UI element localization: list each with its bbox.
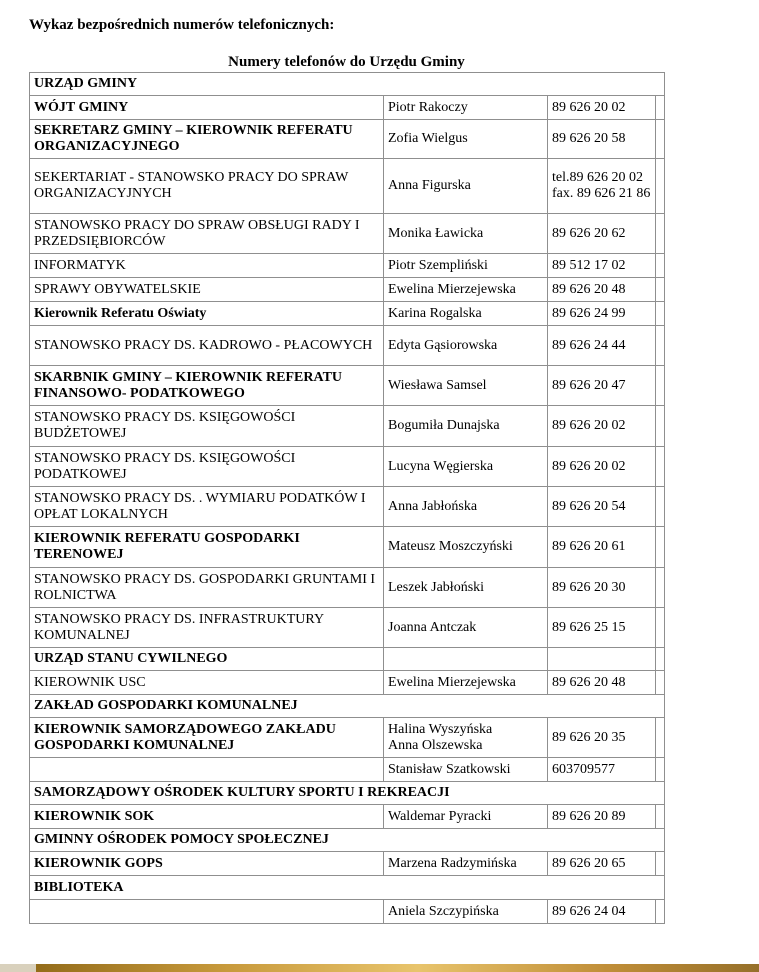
table-row [30, 120, 665, 159]
phone-cell: 89 626 20 48 [548, 671, 656, 695]
phone-cell: 89 626 20 47 [548, 366, 656, 406]
position-cell: STANOWSKO PRACY DS. . WYMIARU PODATKÓW I OPŁAT LOKALNYCH [30, 487, 384, 527]
table-row [30, 608, 665, 648]
table-title: Numery telefonów do Urzędu Gminy [228, 54, 465, 70]
spacer-cell [656, 254, 665, 278]
name-cell: Zofia Wielgus [384, 120, 548, 159]
position-cell: STANOWSKO PRACY DS. KADROWO - PŁACOWYCH [30, 326, 384, 366]
spacer-cell [656, 302, 665, 326]
name-cell [384, 648, 548, 671]
table-row [30, 671, 665, 695]
position-cell: SKARBNIK GMINY – KIEROWNIK REFERATU FINANSOWO- PODATKOWEGO [30, 366, 384, 406]
position-cell: SEKERTARIAT - STANOWSKO PRACY DO SPRAW ORGANIZACYJNYCH [30, 159, 384, 214]
phone-directory-table [29, 72, 665, 924]
name-cell: Joanna Antczak [384, 608, 548, 648]
phone-cell: 89 626 20 89 [548, 805, 656, 829]
table-row [30, 487, 665, 527]
phone-cell: 89 626 20 30 [548, 568, 656, 608]
position-cell: STANOWSKO PRACY DO SPRAW OBSŁUGI RADY I PRZEDSIĘBIORCÓW [30, 214, 384, 254]
name-cell: Piotr Szempliński [384, 254, 548, 278]
section-row [30, 782, 665, 805]
phone-cell: 89 626 20 02 [548, 96, 656, 120]
position-cell: SEKRETARZ GMINY – KIEROWNIK REFERATU ORGANIZACYJNEGO [30, 120, 384, 159]
position-cell: STANOWSKO PRACY DS. KSIĘGOWOŚCI PODATKOWEJ [30, 447, 384, 487]
phone-cell: 89 626 20 61 [548, 527, 656, 568]
spacer-cell [656, 852, 665, 876]
name-cell: Wiesława Samsel [384, 366, 548, 406]
table-row [30, 278, 665, 302]
position-cell: STANOWSKO PRACY DS. GOSPODARKI GRUNTAMI I ROLNICTWA [30, 568, 384, 608]
phone-cell: 89 626 20 02 [548, 406, 656, 447]
position-cell: WÓJT GMINY [30, 96, 384, 120]
section-title: BIBLIOTEKA [30, 876, 665, 900]
table-row [30, 527, 665, 568]
position-cell: SPRAWY OBYWATELSKIE [30, 278, 384, 302]
name-cell: Anna Figurska [384, 159, 548, 214]
name-cell: Aniela Szczypińska [384, 900, 548, 924]
spacer-cell [656, 406, 665, 447]
phone-cell: tel.89 626 20 02 fax. 89 626 21 86 [548, 159, 656, 214]
position-cell: URZĄD STANU CYWILNEGO [30, 648, 384, 671]
name-cell: Anna Jabłońska [384, 487, 548, 527]
table-row [30, 447, 665, 487]
section-row [30, 73, 665, 96]
phone-cell: 89 626 24 44 [548, 326, 656, 366]
position-cell: STANOWSKO PRACY DS. INFRASTRUKTURY KOMUNALNEJ [30, 608, 384, 648]
phone-cell: 89 626 20 62 [548, 214, 656, 254]
section-title: SAMORZĄDOWY OŚRODEK KULTURY SPORTU I REKREACJI [30, 782, 665, 805]
phone-cell [548, 648, 656, 671]
phone-cell: 89 626 25 15 [548, 608, 656, 648]
table-row [30, 302, 665, 326]
spacer-cell [656, 568, 665, 608]
section-row [30, 829, 665, 852]
position-cell: KIEROWNIK USC [30, 671, 384, 695]
name-cell: Karina Rogalska [384, 302, 548, 326]
table-row [30, 900, 665, 924]
phone-cell: 89 626 20 65 [548, 852, 656, 876]
table-row [30, 648, 665, 671]
section-row [30, 695, 665, 718]
spacer-cell [656, 447, 665, 487]
position-cell [30, 900, 384, 924]
spacer-cell [656, 120, 665, 159]
name-cell: Monika Ławicka [384, 214, 548, 254]
name-cell: Bogumiła Dunajska [384, 406, 548, 447]
spacer-cell [656, 718, 665, 758]
spacer-cell [656, 96, 665, 120]
position-cell [30, 758, 384, 782]
name-cell: Waldemar Pyracki [384, 805, 548, 829]
table-row [30, 326, 665, 366]
bottom-decorative-bar [0, 964, 759, 972]
spacer-cell [656, 527, 665, 568]
phone-cell: 89 626 20 02 [548, 447, 656, 487]
name-cell: Piotr Rakoczy [384, 96, 548, 120]
document-heading: Wykaz bezpośrednich numerów telefonicznych: [29, 17, 335, 33]
phone-cell: 89 626 20 54 [548, 487, 656, 527]
table-row [30, 568, 665, 608]
spacer-cell [656, 671, 665, 695]
spacer-cell [656, 326, 665, 366]
position-cell: KIEROWNIK SAMORZĄDOWEGO ZAKŁADU GOSPODARKI KOMUNALNEJ [30, 718, 384, 758]
position-cell: STANOWSKO PRACY DS. KSIĘGOWOŚCI BUDŻETOWEJ [30, 406, 384, 447]
section-title: ZAKŁAD GOSPODARKI KOMUNALNEJ [30, 695, 665, 718]
position-cell: INFORMATYK [30, 254, 384, 278]
phone-cell: 89 626 20 58 [548, 120, 656, 159]
table-row [30, 718, 665, 758]
table-row [30, 96, 665, 120]
spacer-cell [656, 366, 665, 406]
name-cell: Marzena Radzymińska [384, 852, 548, 876]
table-row [30, 159, 665, 214]
phone-cell: 89 626 24 99 [548, 302, 656, 326]
phone-cell: 89 626 24 04 [548, 900, 656, 924]
phone-cell: 89 626 20 35 [548, 718, 656, 758]
name-cell: Lucyna Węgierska [384, 447, 548, 487]
phone-cell: 89 512 17 02 [548, 254, 656, 278]
phone-cell: 603709577 [548, 758, 656, 782]
spacer-cell [656, 648, 665, 671]
section-title: GMINNY OŚRODEK POMOCY SPOŁECZNEJ [30, 829, 665, 852]
spacer-cell [656, 278, 665, 302]
position-cell: KIEROWNIK GOPS [30, 852, 384, 876]
phone-cell: 89 626 20 48 [548, 278, 656, 302]
table-row [30, 254, 665, 278]
spacer-cell [656, 214, 665, 254]
section-title: URZĄD GMINY [30, 73, 665, 96]
name-cell: Halina Wyszyńska Anna Olszewska [384, 718, 548, 758]
name-cell: Mateusz Moszczyński [384, 527, 548, 568]
table-row [30, 758, 665, 782]
section-row [30, 876, 665, 900]
spacer-cell [656, 805, 665, 829]
spacer-cell [656, 608, 665, 648]
name-cell: Ewelina Mierzejewska [384, 278, 548, 302]
bottom-bar-grip [0, 964, 36, 972]
position-cell: KIEROWNIK REFERATU GOSPODARKI TERENOWEJ [30, 527, 384, 568]
spacer-cell [656, 159, 665, 214]
name-cell: Stanisław Szatkowski [384, 758, 548, 782]
table-row [30, 406, 665, 447]
table-row [30, 366, 665, 406]
table-row [30, 852, 665, 876]
spacer-cell [656, 487, 665, 527]
name-cell: Edyta Gąsiorowska [384, 326, 548, 366]
spacer-cell [656, 900, 665, 924]
table-row [30, 805, 665, 829]
position-cell: Kierownik Referatu Oświaty [30, 302, 384, 326]
name-cell: Leszek Jabłoński [384, 568, 548, 608]
name-cell: Ewelina Mierzejewska [384, 671, 548, 695]
position-cell: KIEROWNIK SOK [30, 805, 384, 829]
table-row [30, 214, 665, 254]
spacer-cell [656, 758, 665, 782]
